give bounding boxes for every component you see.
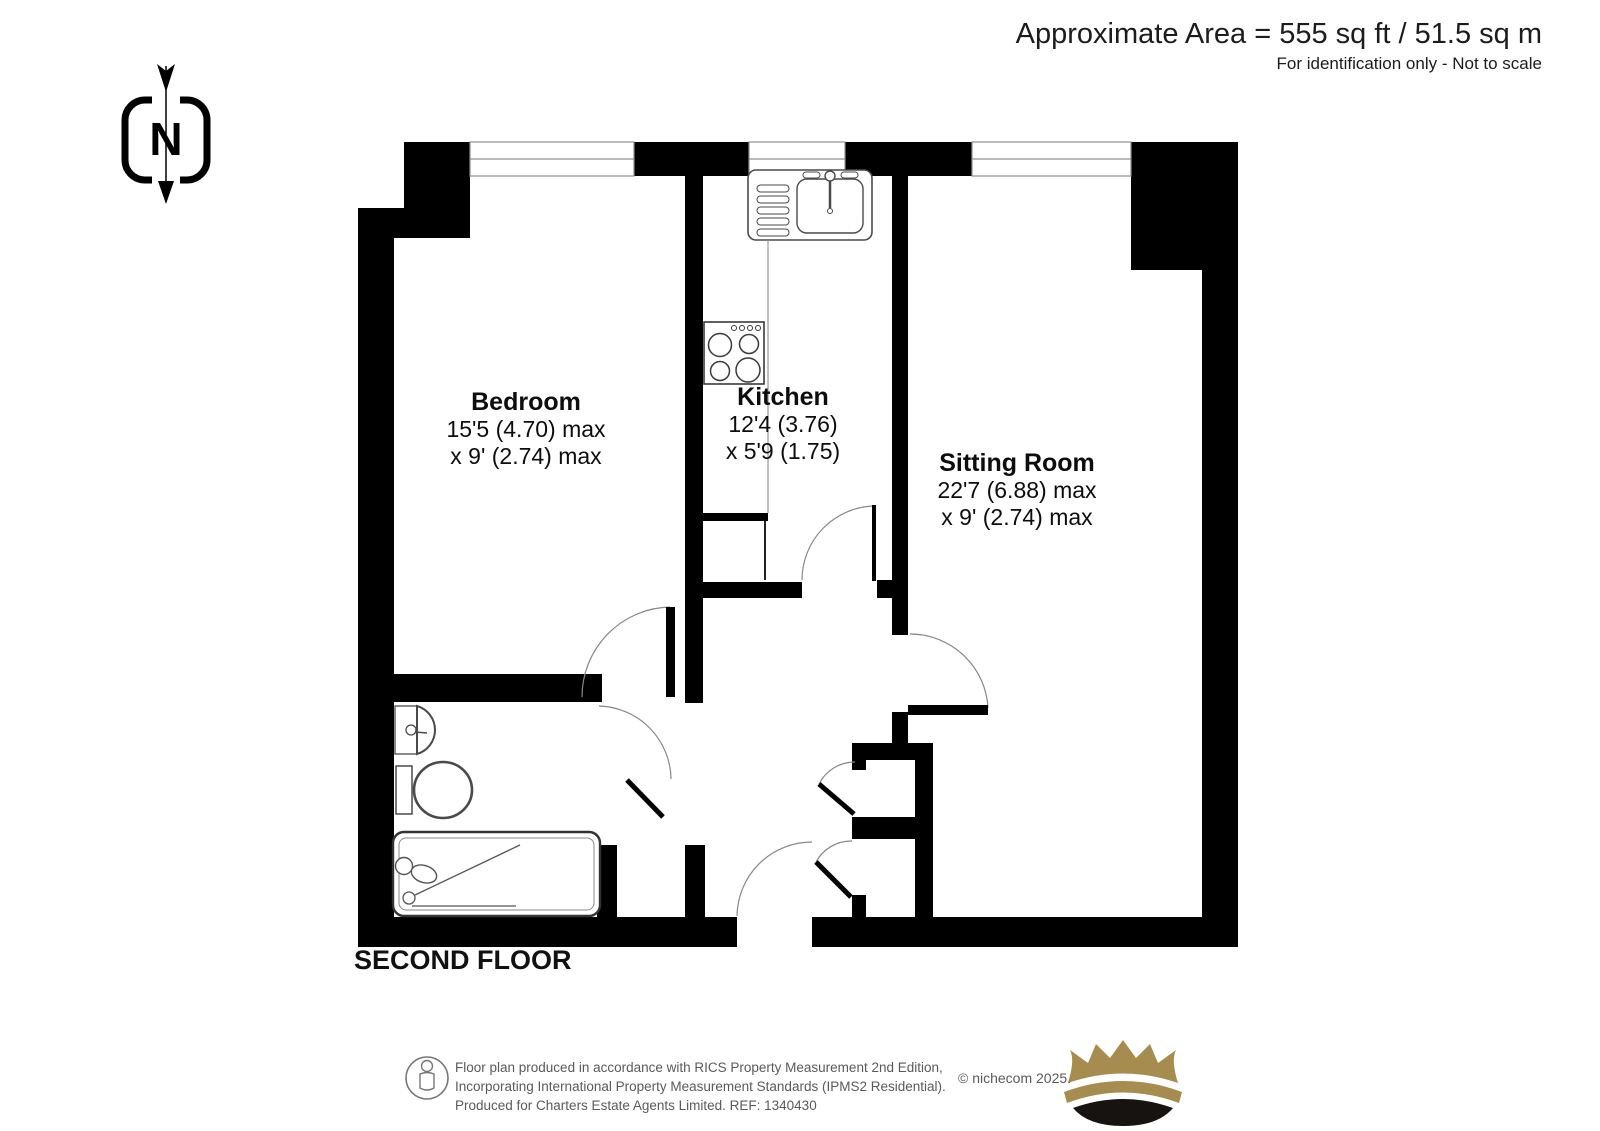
sitting-room-door: [908, 634, 988, 715]
kitchen-label: [683, 384, 883, 465]
bedroom-dim1: 15'5 (4.70) max: [446, 416, 606, 442]
footer-line2: Incorporating International Property Measurement Standards (IPMS2 Residential).: [455, 1079, 946, 1094]
cupboard-top-door: [819, 762, 855, 814]
kitchen-door: [802, 505, 876, 581]
walls: [358, 142, 1238, 947]
bathroom-sink: [395, 706, 435, 754]
bathtub: [393, 832, 600, 916]
footer-disclaimer: [455, 1058, 946, 1115]
footer-line3: Produced for Charters Estate Agents Limited. REF: 1340430: [455, 1098, 817, 1113]
sitting-room-dim1: 22'7 (6.88) max: [937, 477, 1097, 503]
bedroom-dim2: x 9' (2.74) max: [450, 443, 602, 469]
bathroom-door: [599, 706, 671, 817]
entrance-door: [737, 842, 812, 916]
kitchen-dim2: x 5'9 (1.75): [725, 438, 841, 464]
kitchen-hob: [704, 322, 764, 384]
toilet: [396, 762, 472, 818]
sitting-room-window: [972, 142, 1131, 176]
person-icon: [406, 1057, 448, 1099]
bedroom-label: [376, 389, 676, 470]
kitchen-name: Kitchen: [737, 383, 829, 411]
bedroom-window: [470, 142, 634, 176]
approximate-area-text: Approximate Area = 555 sq ft / 51.5 sq m: [1015, 18, 1542, 50]
floor-title: SECOND FLOOR: [354, 945, 572, 975]
crown-logo: [1064, 1040, 1182, 1126]
kitchen-dim1: 12'4 (3.76): [728, 411, 838, 437]
kitchen-sink: [748, 170, 872, 240]
north-label: N: [149, 113, 183, 165]
bedroom-name: Bedroom: [471, 388, 581, 416]
sitting-room-label: [867, 450, 1167, 531]
cupboard-bottom-door: [816, 841, 852, 897]
identification-text: For identification only - Not to scale: [1276, 54, 1542, 73]
sitting-room-dim2: x 9' (2.74) max: [941, 504, 1093, 530]
footer-line1: Floor plan produced in accordance with RICS Property Measurement 2nd Edition,: [455, 1060, 943, 1075]
sitting-room-name: Sitting Room: [939, 449, 1095, 477]
copyright-text: © nichecom 2025.: [958, 1070, 1072, 1086]
